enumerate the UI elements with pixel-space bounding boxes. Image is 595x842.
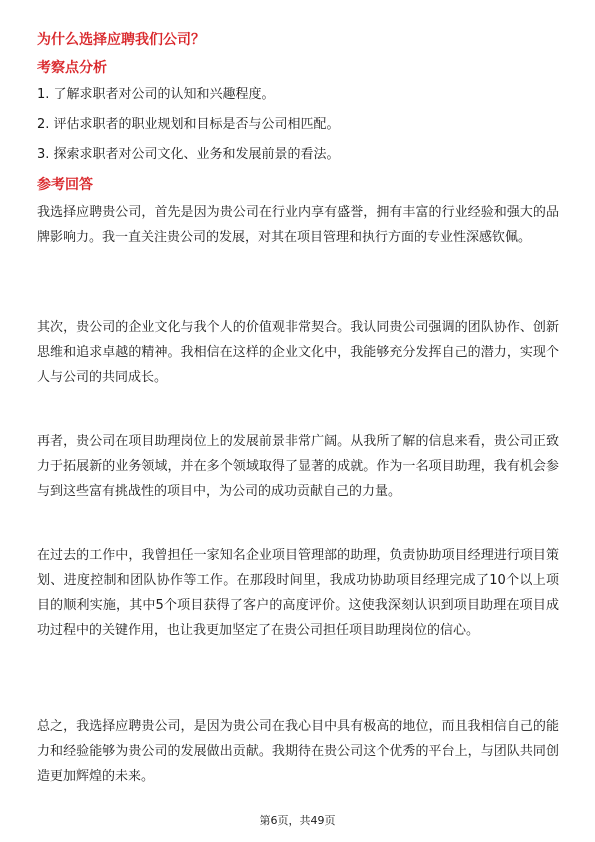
- answer-paragraph-4: 在过去的工作中，我曾担任一家知名企业项目管理部的助理，负责协助项目经理进行项目策划、进度控制和团队协作等工作。在那段时间里，我成功协助项目经理完成了10个以上项目的顺利实施，其中5个项目获得了客户的高度评价。这使我深刻认识到项目助理在项目成功过程中的关键作用，也让我更加坚定了在贵公司担任项目助理岗位的信心。: [37, 548, 559, 638]
- analysis-item-3: 3. 探索求职者对公司文化、业务和发展前景的看法。: [37, 147, 340, 162]
- answer-heading: 参考回答: [37, 177, 93, 193]
- analysis-item-1: 1. 了解求职者对公司的认知和兴趣程度。: [37, 87, 275, 102]
- answer-paragraph-1: 我选择应聘贵公司，首先是因为贵公司在行业内享有盛誉，拥有丰富的行业经验和强大的品牌影响力。我一直关注贵公司的发展，对其在项目管理和执行方面的专业性深感钦佩。: [37, 205, 559, 245]
- answer-paragraph-3: 再者，贵公司在项目助理岗位上的发展前景非常广阔。从我所了解的信息来看，贵公司正致力于拓展新的业务领域，并在多个领域取得了显著的成就。作为一名项目助理，我有机会参与到这些富有挑战性的项目中，为公司的成功贡献自己的力量。: [37, 434, 559, 499]
- page-title: 为什么选择应聘我们公司？: [37, 32, 205, 48]
- page-footer: 第6页，共49页: [259, 814, 336, 827]
- analysis-heading: 考察点分析: [37, 60, 107, 76]
- analysis-item-2: 2. 评估求职者的职业规划和目标是否与公司相匹配。: [37, 117, 340, 132]
- answer-paragraph-5: 总之，我选择应聘贵公司，是因为贵公司在我心目中具有极高的地位，而且我相信自己的能力和经验能够为贵公司的发展做出贡献。我期待在贵公司这个优秀的平台上，与团队共同创造更加辉煌的未来。: [37, 719, 559, 784]
- answer-paragraph-2: 其次，贵公司的企业文化与我个人的价值观非常契合。我认同贵公司强调的团队协作、创新思维和追求卓越的精神。我相信在这样的企业文化中，我能够充分发挥自己的潜力，实现个人与公司的共同成长。: [37, 320, 559, 385]
